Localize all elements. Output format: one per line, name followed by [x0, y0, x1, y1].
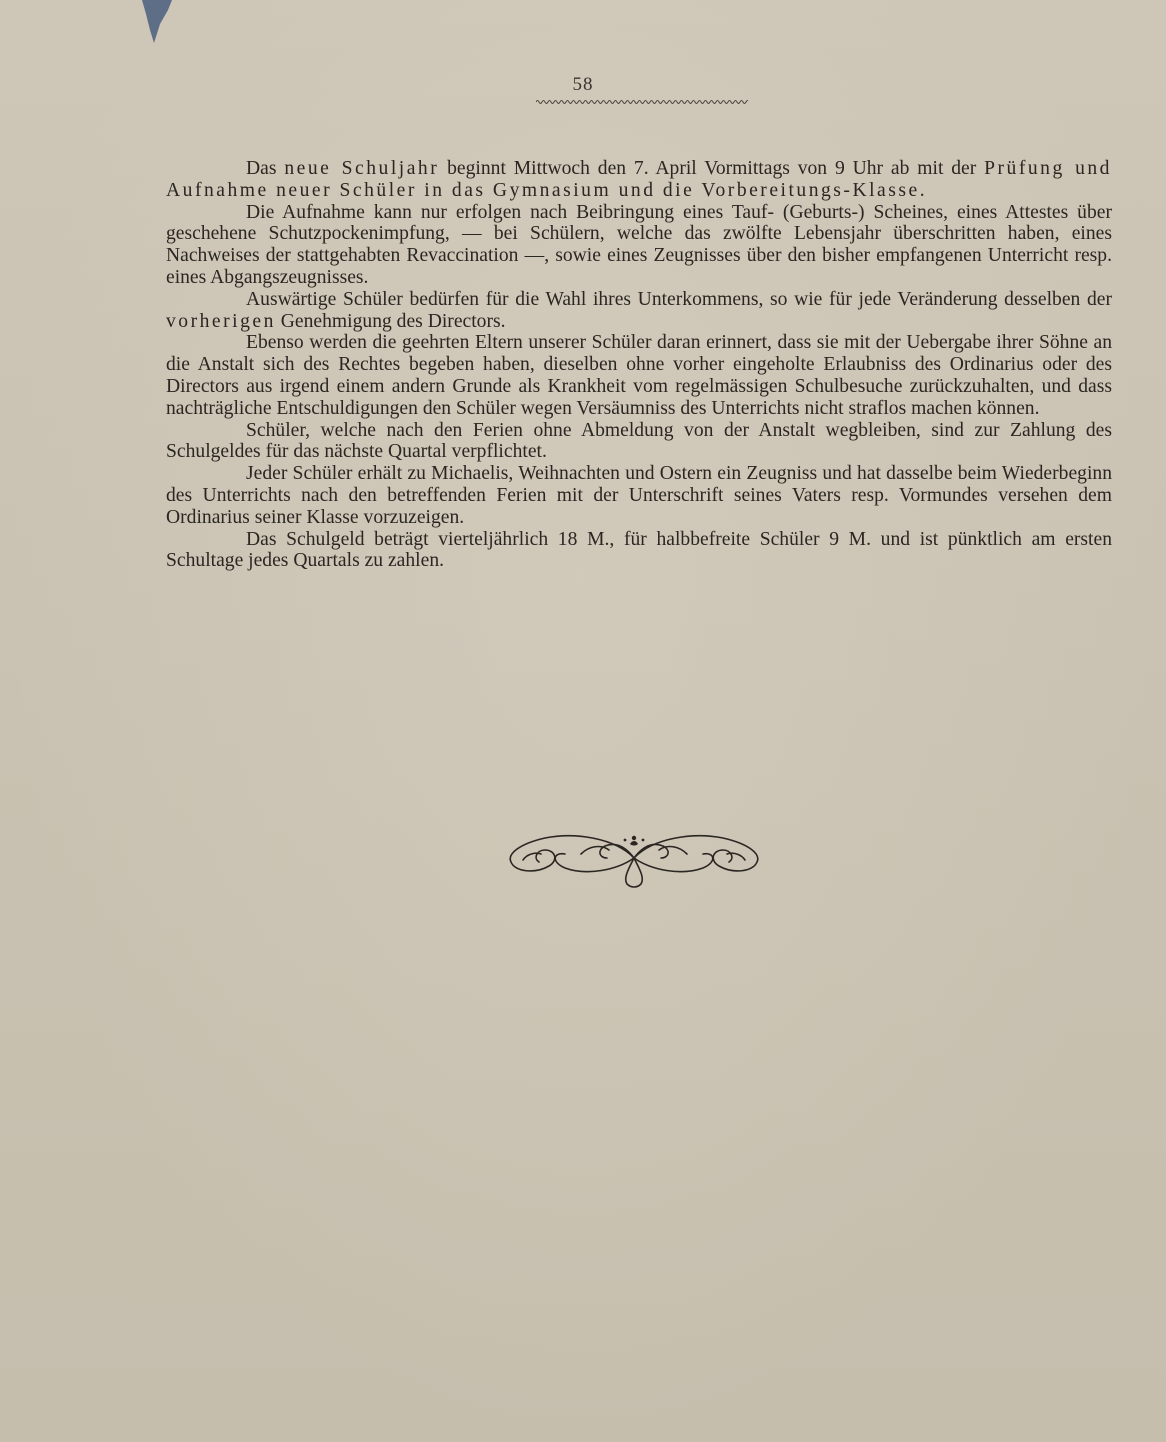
decorative-flourish-ornament — [505, 824, 763, 892]
paragraph-text: Auswärtige Schüler bedürfen für die Wahl ihres Unterkommens, so wie für jede Veränderung desselben der — [246, 288, 1112, 310]
page-number: 58 — [572, 74, 594, 95]
corner-ink-mark — [138, 0, 176, 44]
emphasized-text: Prüfung und Aufnahme neuer Schüler in das Gymnasium und die Vorbereitungs-Klasse. — [166, 158, 1112, 201]
paragraph-4 — [166, 332, 1112, 419]
paragraph-2 — [166, 202, 1112, 289]
paragraph-3 — [166, 289, 1112, 333]
page-number-wavy-rule — [536, 98, 748, 106]
paragraph-text: beginnt Mittwoch den 7. April Vormittags von 9 Uhr ab mit der — [439, 158, 985, 179]
paragraph-6 — [166, 463, 1112, 528]
emphasized-text: neue Schuljahr — [284, 158, 440, 179]
paragraph-text: Das — [246, 158, 285, 179]
paragraph-1 — [166, 158, 1112, 202]
paragraph-text: Die Aufnahme kann nur erfolgen nach Beibringung eines Tauf- (Geburts-) Scheines, eines Attestes über geschehene Schutzpockenimpfung, — bei Schülern, welche das zwölfte Lebensjahr überschritten haben, eines Nachweises der stattgehabten Revaccination —, sowie eines Zeugnisses über den bisher empfangenen Unterricht resp. eines Abgangszeugnisses. — [166, 201, 1112, 288]
paragraph-text: Das Schulgeld beträgt vierteljährlich 18 M., für halbbefreite Schüler 9 M. und ist pünktlich am ersten Schultage jedes Quartals zu zahlen. — [166, 528, 1112, 572]
paragraph-text: Ebenso werden die geehrten Eltern unserer Schüler daran erinnert, dass sie mit der Uebergabe ihrer Söhne an die Anstalt sich des Rechtes begeben haben, dieselben ohne vorher eingeholte Erlaubniss des Ordinarius oder des Directors aus irgend einem andern Grunde als Krankheit vom regelmässigen Schulbesuche zurückzuhalten, und dass nachträgliche Entschuldigungen den Schüler wegen Versäumniss des Unterrichts nicht straflos machen können. — [166, 332, 1112, 419]
paragraph-text: Genehmigung des Directors. — [275, 310, 506, 332]
paragraph-7 — [166, 529, 1112, 573]
paragraph-text: Schüler, welche nach den Ferien ohne Abmeldung von der Anstalt wegbleiben, sind zur Zahlung des Schulgeldes für das nächste Quartal verpflichtet. — [166, 419, 1112, 463]
paragraph-text: Jeder Schüler erhält zu Michaelis, Weihnachten und Ostern ein Zeugniss und hat dasselbe beim Wiederbeginn des Unterrichts nach den betreffenden Ferien mit der Unterschrift seines Vaters resp. Vormundes versehen dem Ordinarius seiner Klasse vorzuzeigen. — [166, 463, 1112, 528]
body-text — [166, 158, 1112, 572]
emphasized-text: vorherigen — [166, 310, 276, 332]
paragraph-5 — [166, 420, 1112, 464]
